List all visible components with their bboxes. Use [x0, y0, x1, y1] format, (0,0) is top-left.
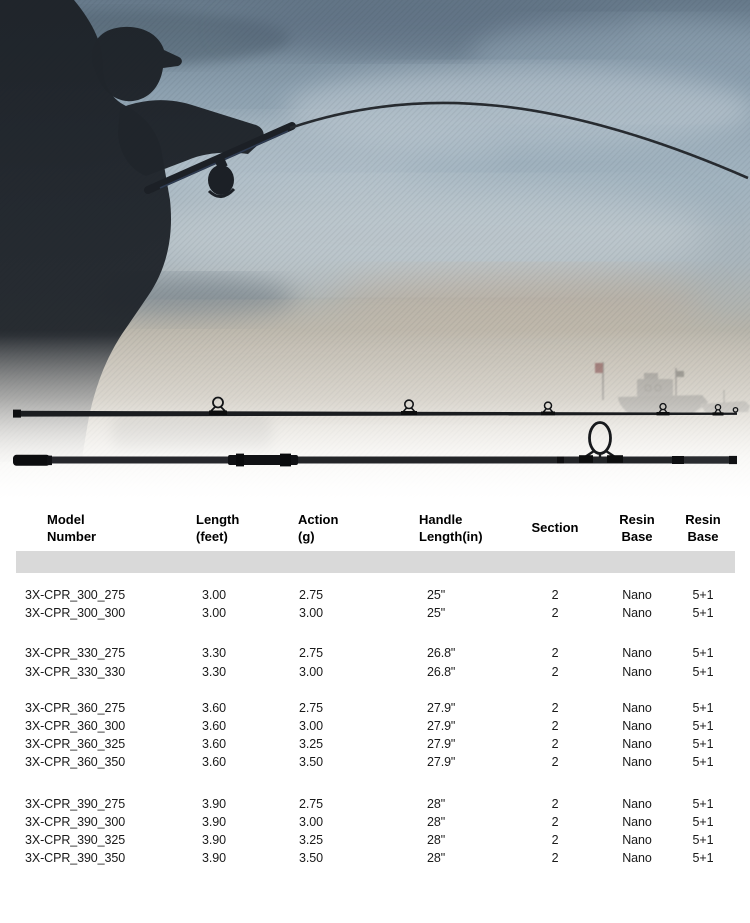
model-group-4 — [0, 795, 750, 868]
cell-model-number: 3X-CPR_390_275 — [25, 796, 126, 811]
cell-length-feet: 3.30 — [202, 646, 226, 661]
header-length-feet — [196, 512, 298, 545]
cell-action-g: 2.75 — [299, 700, 323, 715]
cell-length-feet: 3.60 — [202, 755, 226, 770]
cell-resin-base-2: 5+1 — [692, 737, 714, 752]
model-group-3 — [0, 699, 750, 772]
table-row — [0, 735, 750, 753]
cell-handle-length-in: 27.9" — [427, 700, 456, 715]
model-group-2 — [0, 644, 750, 680]
cell-model-number: 3X-CPR_300_275 — [25, 588, 126, 603]
table-row — [0, 717, 750, 735]
cell-section: 2 — [551, 796, 559, 811]
cell-model-number: 3X-CPR_390_325 — [25, 832, 126, 847]
cell-action-g: 3.00 — [299, 814, 323, 829]
header-line: Base — [687, 528, 719, 544]
cell-handle-length-in: 25" — [427, 588, 446, 603]
cell-action-g: 2.75 — [299, 796, 323, 811]
cell-resin-base-2: 5+1 — [692, 796, 714, 811]
cell-resin-base: Nano — [622, 755, 652, 770]
cell-resin-base-2: 5+1 — [692, 832, 714, 847]
cell-section: 2 — [551, 700, 559, 715]
cell-section: 2 — [551, 588, 559, 603]
header-line: Resin — [619, 512, 655, 527]
cell-resin-base: Nano — [622, 737, 652, 752]
table-header-row — [0, 512, 750, 545]
cell-resin-base: Nano — [622, 606, 652, 621]
cell-length-feet: 3.90 — [202, 796, 226, 811]
header-line: Length — [196, 512, 240, 527]
cell-section: 2 — [551, 851, 559, 866]
cell-action-g: 3.50 — [299, 851, 323, 866]
cell-resin-base-2: 5+1 — [692, 664, 714, 679]
header-handle-length — [419, 512, 515, 545]
cell-action-g: 3.00 — [299, 719, 323, 734]
cell-resin-base: Nano — [622, 646, 652, 661]
cell-action-g: 3.25 — [299, 832, 323, 847]
table-row — [0, 663, 750, 681]
cell-model-number: 3X-CPR_330_330 — [25, 664, 126, 679]
table-row — [0, 795, 750, 813]
cell-handle-length-in: 25" — [427, 606, 446, 621]
header-line: Number — [47, 528, 97, 544]
header-line: Base — [621, 528, 653, 544]
cell-model-number: 3X-CPR_360_300 — [25, 719, 126, 734]
cell-length-feet: 3.60 — [202, 700, 226, 715]
cell-model-number: 3X-CPR_360_325 — [25, 737, 126, 752]
cell-length-feet: 3.30 — [202, 664, 226, 679]
cell-action-g: 2.75 — [299, 588, 323, 603]
cell-resin-base-2: 5+1 — [692, 814, 714, 829]
header-line: Resin — [685, 512, 721, 527]
header-line: Action — [298, 512, 339, 527]
cell-resin-base-2: 5+1 — [692, 755, 714, 770]
cell-action-g: 3.50 — [299, 755, 323, 770]
cell-action-g: 3.00 — [299, 664, 323, 679]
table-row — [0, 604, 750, 622]
header-line: (feet) — [196, 528, 228, 544]
cell-resin-base-2: 5+1 — [692, 719, 714, 734]
model-group-1 — [0, 586, 750, 622]
cell-action-g: 3.25 — [299, 737, 323, 752]
header-line: (g) — [298, 528, 315, 544]
header-line: Model — [47, 512, 85, 527]
cell-resin-base-2: 5+1 — [692, 851, 714, 866]
header-section — [515, 512, 595, 545]
cell-handle-length-in: 28" — [427, 832, 446, 847]
cell-action-g: 3.00 — [299, 606, 323, 621]
cell-handle-length-in: 28" — [427, 814, 446, 829]
cell-length-feet: 3.90 — [202, 851, 226, 866]
cell-resin-base: Nano — [622, 832, 652, 847]
header-resin-base — [595, 512, 679, 545]
cell-length-feet: 3.90 — [202, 832, 226, 847]
table-row — [0, 644, 750, 662]
cell-resin-base-2: 5+1 — [692, 646, 714, 661]
table-row — [0, 753, 750, 771]
cell-resin-base: Nano — [622, 796, 652, 811]
header-line: Section — [531, 520, 579, 536]
cell-handle-length-in: 27.9" — [427, 755, 456, 770]
cell-handle-length-in: 27.9" — [427, 719, 456, 734]
cell-action-g: 2.75 — [299, 646, 323, 661]
cell-handle-length-in: 26.8" — [427, 646, 456, 661]
cell-section: 2 — [551, 606, 559, 621]
cell-model-number: 3X-CPR_360_275 — [25, 700, 126, 715]
cell-section: 2 — [551, 719, 559, 734]
cell-section: 2 — [551, 646, 559, 661]
cell-handle-length-in: 27.9" — [427, 737, 456, 752]
cell-model-number: 3X-CPR_360_350 — [25, 755, 126, 770]
cell-resin-base-2: 5+1 — [692, 588, 714, 603]
cell-length-feet: 3.00 — [202, 606, 226, 621]
cell-length-feet: 3.00 — [202, 588, 226, 603]
cell-resin-base: Nano — [622, 719, 652, 734]
cell-length-feet: 3.90 — [202, 814, 226, 829]
header-resin-base-2 — [679, 512, 727, 545]
separator-band — [16, 551, 735, 573]
table-row — [0, 586, 750, 604]
cell-resin-base: Nano — [622, 851, 652, 866]
cell-resin-base-2: 5+1 — [692, 606, 714, 621]
header-line: Handle — [419, 512, 463, 527]
cell-handle-length-in: 28" — [427, 851, 446, 866]
cell-model-number: 3X-CPR_390_350 — [25, 851, 126, 866]
cell-length-feet: 3.60 — [202, 719, 226, 734]
cell-handle-length-in: 28" — [427, 796, 446, 811]
cell-resin-base: Nano — [622, 588, 652, 603]
header-action-g — [298, 512, 419, 545]
table-row — [0, 813, 750, 831]
table-row — [0, 831, 750, 849]
cell-resin-base: Nano — [622, 700, 652, 715]
header-line: Length(in) — [419, 528, 483, 544]
table-row — [0, 849, 750, 867]
cell-section: 2 — [551, 664, 559, 679]
cell-handle-length-in: 26.8" — [427, 664, 456, 679]
cell-section: 2 — [551, 737, 559, 752]
table-row — [0, 699, 750, 717]
cell-model-number: 3X-CPR_300_300 — [25, 606, 126, 621]
cell-resin-base-2: 5+1 — [692, 700, 714, 715]
header-model-number — [25, 512, 196, 545]
cell-model-number: 3X-CPR_330_275 — [25, 646, 126, 661]
cell-section: 2 — [551, 814, 559, 829]
table-body — [0, 586, 750, 867]
cell-resin-base: Nano — [622, 814, 652, 829]
cell-resin-base: Nano — [622, 664, 652, 679]
cell-length-feet: 3.60 — [202, 737, 226, 752]
spec-table — [0, 500, 750, 867]
cell-section: 2 — [551, 755, 559, 770]
cell-section: 2 — [551, 832, 559, 847]
cell-model-number: 3X-CPR_390_300 — [25, 814, 126, 829]
